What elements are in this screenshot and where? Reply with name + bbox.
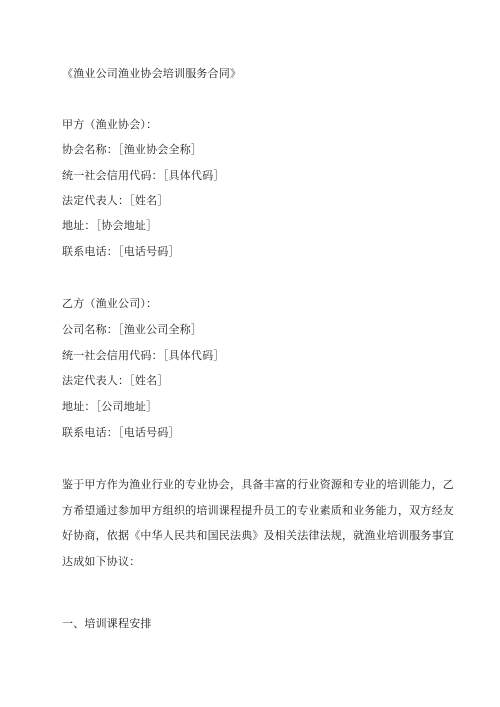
party-a-credit-code: 统一社会信用代码：［具体代码］ <box>62 169 225 182</box>
preamble-line: 方希望通过参加甲方组织的培训课程提升员工的专业素质和业务能力，双方经友 <box>62 503 454 517</box>
party-b-credit-code: 统一社会信用代码：［具体代码］ <box>62 349 225 362</box>
party-b-address: 地址：［公司地址］ <box>62 400 158 413</box>
preamble-paragraph <box>62 472 454 574</box>
preamble-line: 鉴于甲方作为渔业行业的专业协会，具备丰富的行业资源和专业的培训能力，乙 <box>62 478 454 491</box>
party-b-name: 公司名称：［渔业公司全称］ <box>62 323 203 336</box>
party-a-name: 协会名称：［渔业协会全称］ <box>62 143 203 156</box>
party-a-phone: 联系电话：［电话号码］ <box>62 245 180 258</box>
preamble-line: 好协商，依据《中华人民共和国民法典》及相关法律法规，就渔业培训服务事宜 <box>62 529 454 542</box>
party-a-address: 地址：［协会地址］ <box>62 219 158 232</box>
party-a-heading: 甲方（渔业协会）： <box>62 118 158 131</box>
party-a-legal-rep: 法定代表人：［姓名］ <box>62 194 169 207</box>
document-title: 《渔业公司渔业协会培训服务合同》 <box>62 67 242 80</box>
section-heading-1: 一、培训课程安排 <box>62 617 152 630</box>
preamble-line: 达成如下协议： <box>62 554 141 568</box>
party-b-phone: 联系电话：［电话号码］ <box>62 426 180 439</box>
party-b-legal-rep: 法定代表人：［姓名］ <box>62 374 169 387</box>
party-b-heading: 乙方（渔业公司）： <box>62 297 158 310</box>
